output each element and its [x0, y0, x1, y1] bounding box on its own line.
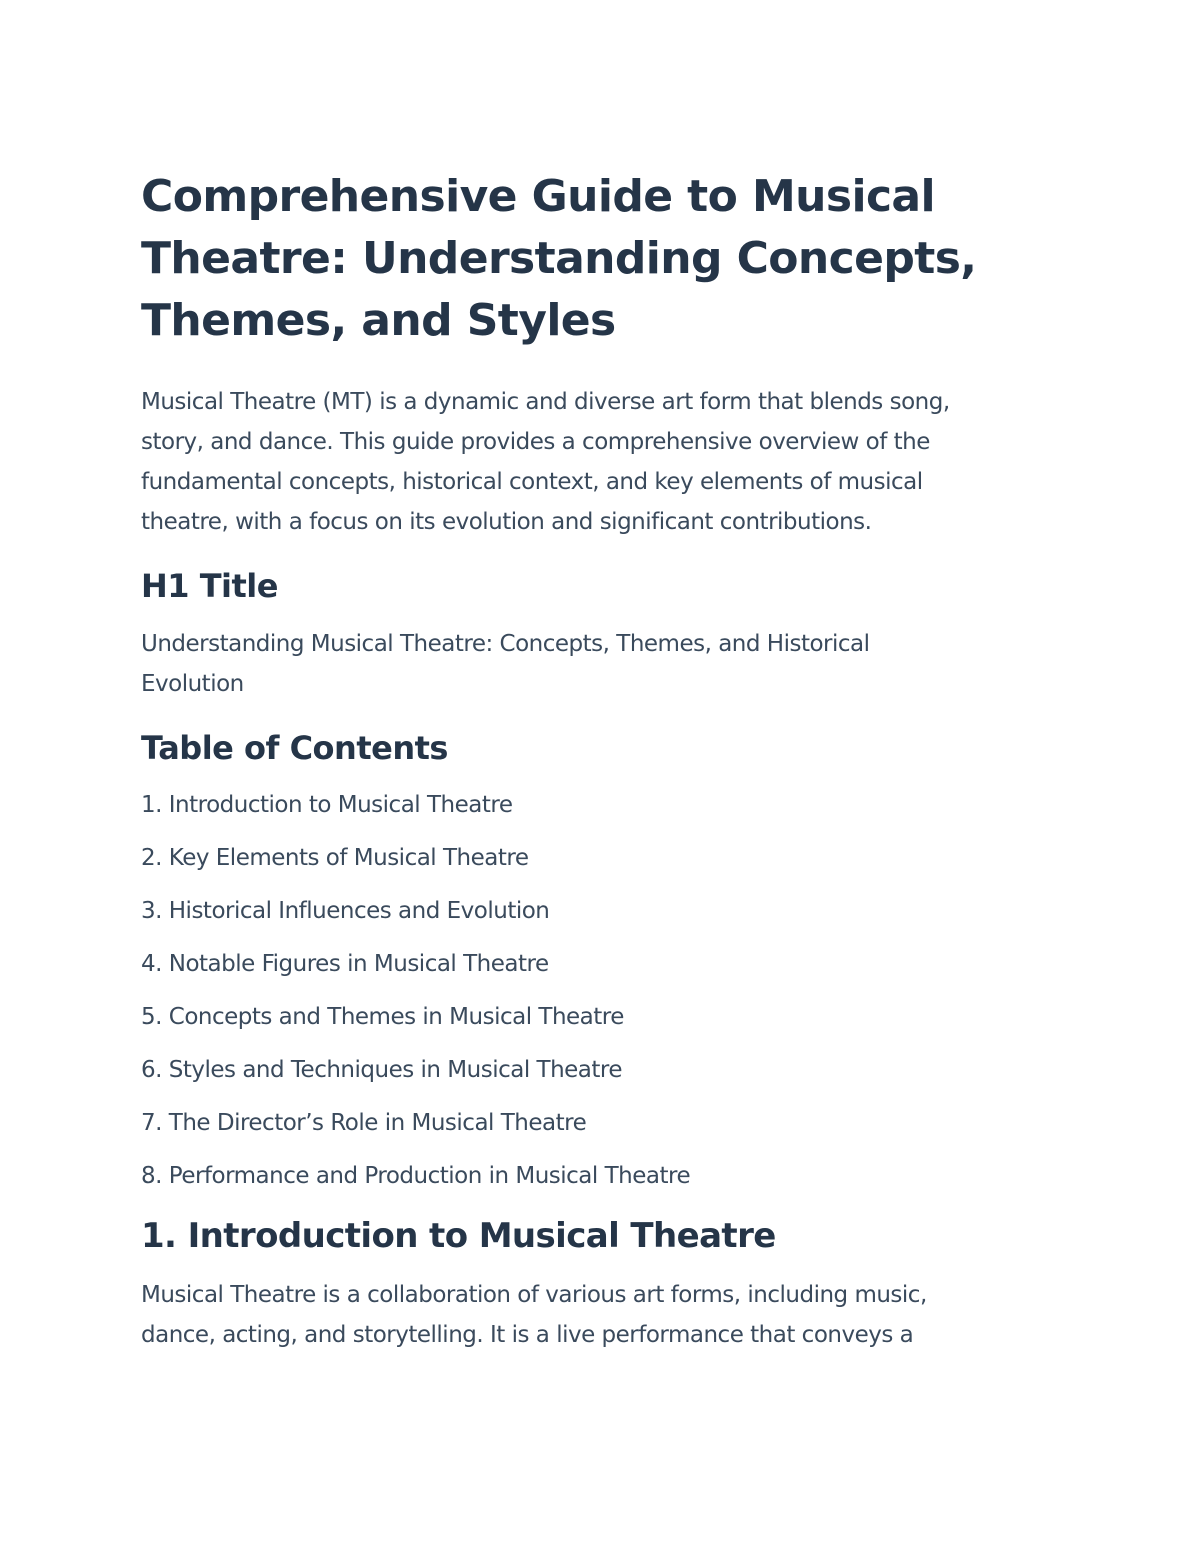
toc-item[interactable] [141, 790, 1061, 820]
toc-item[interactable] [141, 949, 1061, 979]
title-line: Theatre: Understanding Concepts, [141, 233, 977, 284]
title-line: Themes, and Styles [141, 295, 616, 346]
h1-title-value [141, 624, 1061, 704]
toc-item-label: Concepts and Themes in Musical Theatre [168, 1004, 624, 1030]
toc-item-number: 3. [141, 898, 162, 924]
toc-item-label: Historical Influences and Evolution [168, 898, 550, 924]
intro-paragraph [141, 382, 1061, 542]
toc-item-label: Styles and Techniques in Musical Theatre [168, 1057, 623, 1083]
section-1-line: dance, acting, and storytelling. It is a live performance that conveys a [141, 1322, 914, 1348]
toc-item-label: Notable Figures in Musical Theatre [168, 951, 549, 977]
toc-item[interactable] [141, 1108, 1061, 1138]
section-1-body [141, 1275, 1061, 1355]
h1-title-line: Evolution [141, 671, 244, 697]
section-1-heading: 1. Introduction to Musical Theatre [141, 1216, 776, 1256]
h1-title-line: Understanding Musical Theatre: Concepts, Themes, and Historical [141, 631, 870, 657]
toc-item-number: 1. [141, 792, 162, 818]
toc-item[interactable] [141, 1002, 1061, 1032]
toc-item[interactable] [141, 843, 1061, 873]
toc-item-label: Performance and Production in Musical Theatre [168, 1163, 691, 1189]
document-title [141, 166, 1061, 352]
intro-line: theatre, with a focus on its evolution and significant contributions. [141, 509, 872, 535]
section-1-line: Musical Theatre is a collaboration of various art forms, including music, [141, 1282, 927, 1308]
toc-item-number: 8. [141, 1163, 162, 1189]
toc-item-label: Introduction to Musical Theatre [168, 792, 513, 818]
toc-item-label: Key Elements of Musical Theatre [168, 845, 529, 871]
toc-item-number: 2. [141, 845, 162, 871]
toc-heading: Table of Contents [141, 729, 448, 767]
title-line: Comprehensive Guide to Musical [141, 171, 936, 222]
toc-item-number: 7. [141, 1110, 162, 1136]
toc-item-number: 5. [141, 1004, 162, 1030]
toc-item-number: 4. [141, 951, 162, 977]
toc-item-number: 6. [141, 1057, 162, 1083]
h1-title-heading: H1 Title [141, 567, 278, 605]
toc-item[interactable] [141, 896, 1061, 926]
intro-line: Musical Theatre (MT) is a dynamic and diverse art form that blends song, [141, 389, 950, 415]
table-of-contents [141, 790, 1061, 1191]
intro-line: fundamental concepts, historical context, and key elements of musical [141, 469, 923, 495]
toc-item[interactable] [141, 1055, 1061, 1085]
document-page [141, 166, 1061, 1355]
intro-line: story, and dance. This guide provides a comprehensive overview of the [141, 429, 930, 455]
toc-item[interactable] [141, 1161, 1061, 1191]
toc-item-label: The Director’s Role in Musical Theatre [168, 1110, 587, 1136]
